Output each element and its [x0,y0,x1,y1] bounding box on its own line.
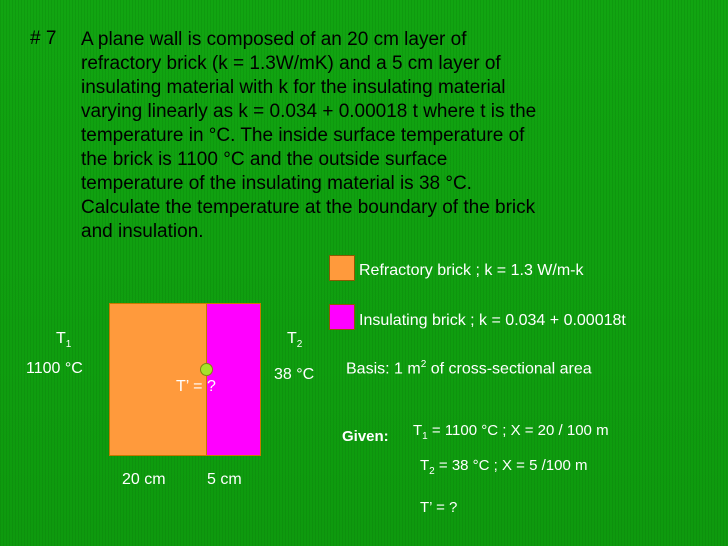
boundary-temperature-label: T’ = ? [176,378,216,395]
insulating-legend-label: Insulating brick ; k = 0.034 + 0.00018t [359,312,626,329]
problem-line: A plane wall is composed of an 20 cm layer of [81,29,467,50]
problem-line: varying linearly as k = 0.034 + 0.00018 t where t is the [81,101,537,122]
t2-label: $T_2$ [287,330,303,351]
given-line-2: $T_2 = 38$ °C ; X = 5 /100 m [420,457,588,477]
given-line-3: T’ = ? [420,499,458,516]
problem-text [81,28,536,244]
basis-text: Basis: 1 $m^2$ of cross-sectional area [346,359,592,378]
problem-line: refractory brick (k = 1.3W/mK) and a 5 cm layer of [81,53,501,74]
problem-number: # 7 [30,28,57,49]
given-label: Given: [342,428,389,445]
refractory-legend-label: Refractory brick ; k = 1.3 W/m-k [359,262,584,279]
problem-line: the brick is 1100 °C and the outside surface [81,149,448,170]
boundary-point [200,363,213,376]
t1-label: $T_1$ [56,330,72,351]
problem-line: temperature of the insulating material is 38 °C. [81,173,472,194]
insulating-swatch [329,304,355,330]
refractory-swatch [329,255,355,281]
t1-value: 1100 °C [26,360,83,377]
problem-line: Calculate the temperature at the boundary of the brick [81,197,536,218]
t2-value: 38 °C [274,366,315,383]
problem-line: insulating material with k for the insulating material [81,77,506,98]
insulation-width-label: 5 cm [207,471,242,488]
brick-width-label: 20 cm [122,471,166,488]
problem-line: and insulation. [81,221,204,242]
given-line-1: $T_1 = 1100$ °C ; X = 20 / 100 m [413,422,609,442]
problem-line: temperature in °C. The inside surface temperature of [81,125,525,146]
